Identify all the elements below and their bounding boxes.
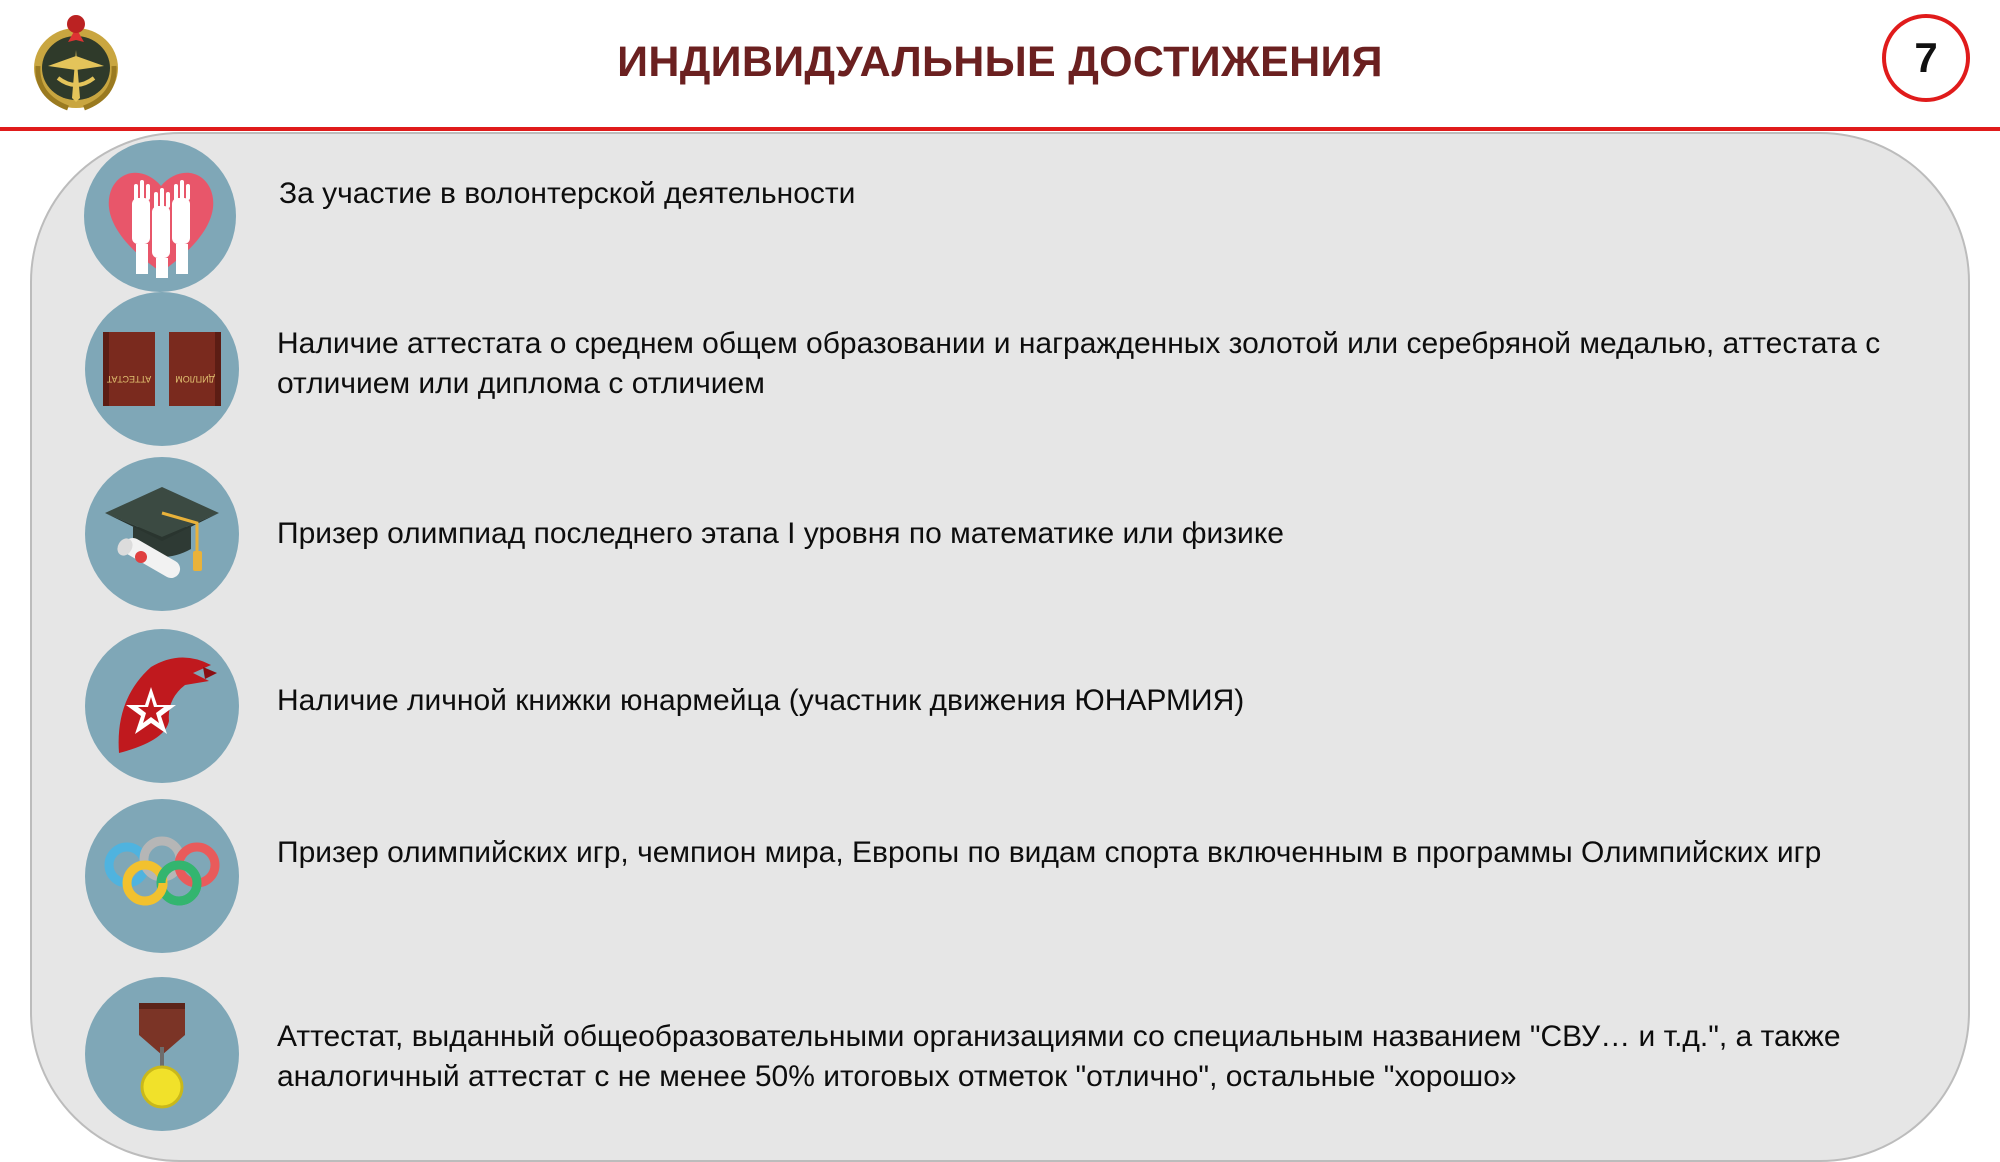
- achievement-item-olympic: [0, 799, 2000, 953]
- achievement-item-volunteer: [0, 140, 2000, 294]
- header-divider: [0, 127, 2000, 131]
- graduation-cap-diploma-icon: [85, 457, 239, 611]
- certificate-book-label: АТТЕСТАТ: [106, 374, 152, 384]
- achievement-text: Наличие аттестата о среднем общем образовании и награжденных золотой или серебряной медалью, аттестата с отличием или диплома с отличием: [277, 327, 1881, 400]
- page-title: ИНДИВИДУАЛЬНЫЕ ДОСТИЖЕНИЯ: [617, 38, 1383, 86]
- achievement-text: Аттестат, выданный общеобразовательными организациями со специальным названием "СВУ… и т.д.", а также аналогичный аттестат с не менее 50% итоговых отметок "отлично", остальные "хорошо»: [277, 1020, 1841, 1093]
- achievement-text: Призер олимпиад последнего этапа I уровня по математике или физике: [277, 517, 1284, 550]
- slide-header: [0, 0, 2000, 130]
- achievement-item-olympiad: [0, 457, 2000, 611]
- achievement-text: Призер олимпийских игр, чемпион мира, Европы по видам спорта включенным в программы Олимпийских игр: [277, 836, 1822, 869]
- olympic-rings-icon: [85, 799, 239, 953]
- volunteer-hands-heart-icon: [84, 140, 236, 292]
- certificate-books-icon: [85, 292, 239, 446]
- medal-icon: [85, 977, 239, 1131]
- achievement-text: Наличие личной книжки юнармейца (участник движения ЮНАРМИЯ): [277, 684, 1245, 717]
- achievement-text: За участие в волонтерской деятельности: [279, 177, 856, 210]
- yunarmiya-eagle-star-icon: [85, 629, 239, 783]
- diploma-book-label: ДИПЛОМ: [175, 374, 215, 384]
- achievement-item-svu: [0, 977, 2000, 1131]
- page-number-badge: 7: [1882, 14, 1970, 102]
- achievement-item-certificate: [0, 292, 2000, 446]
- achievement-item-yunarmiya: [0, 629, 2000, 783]
